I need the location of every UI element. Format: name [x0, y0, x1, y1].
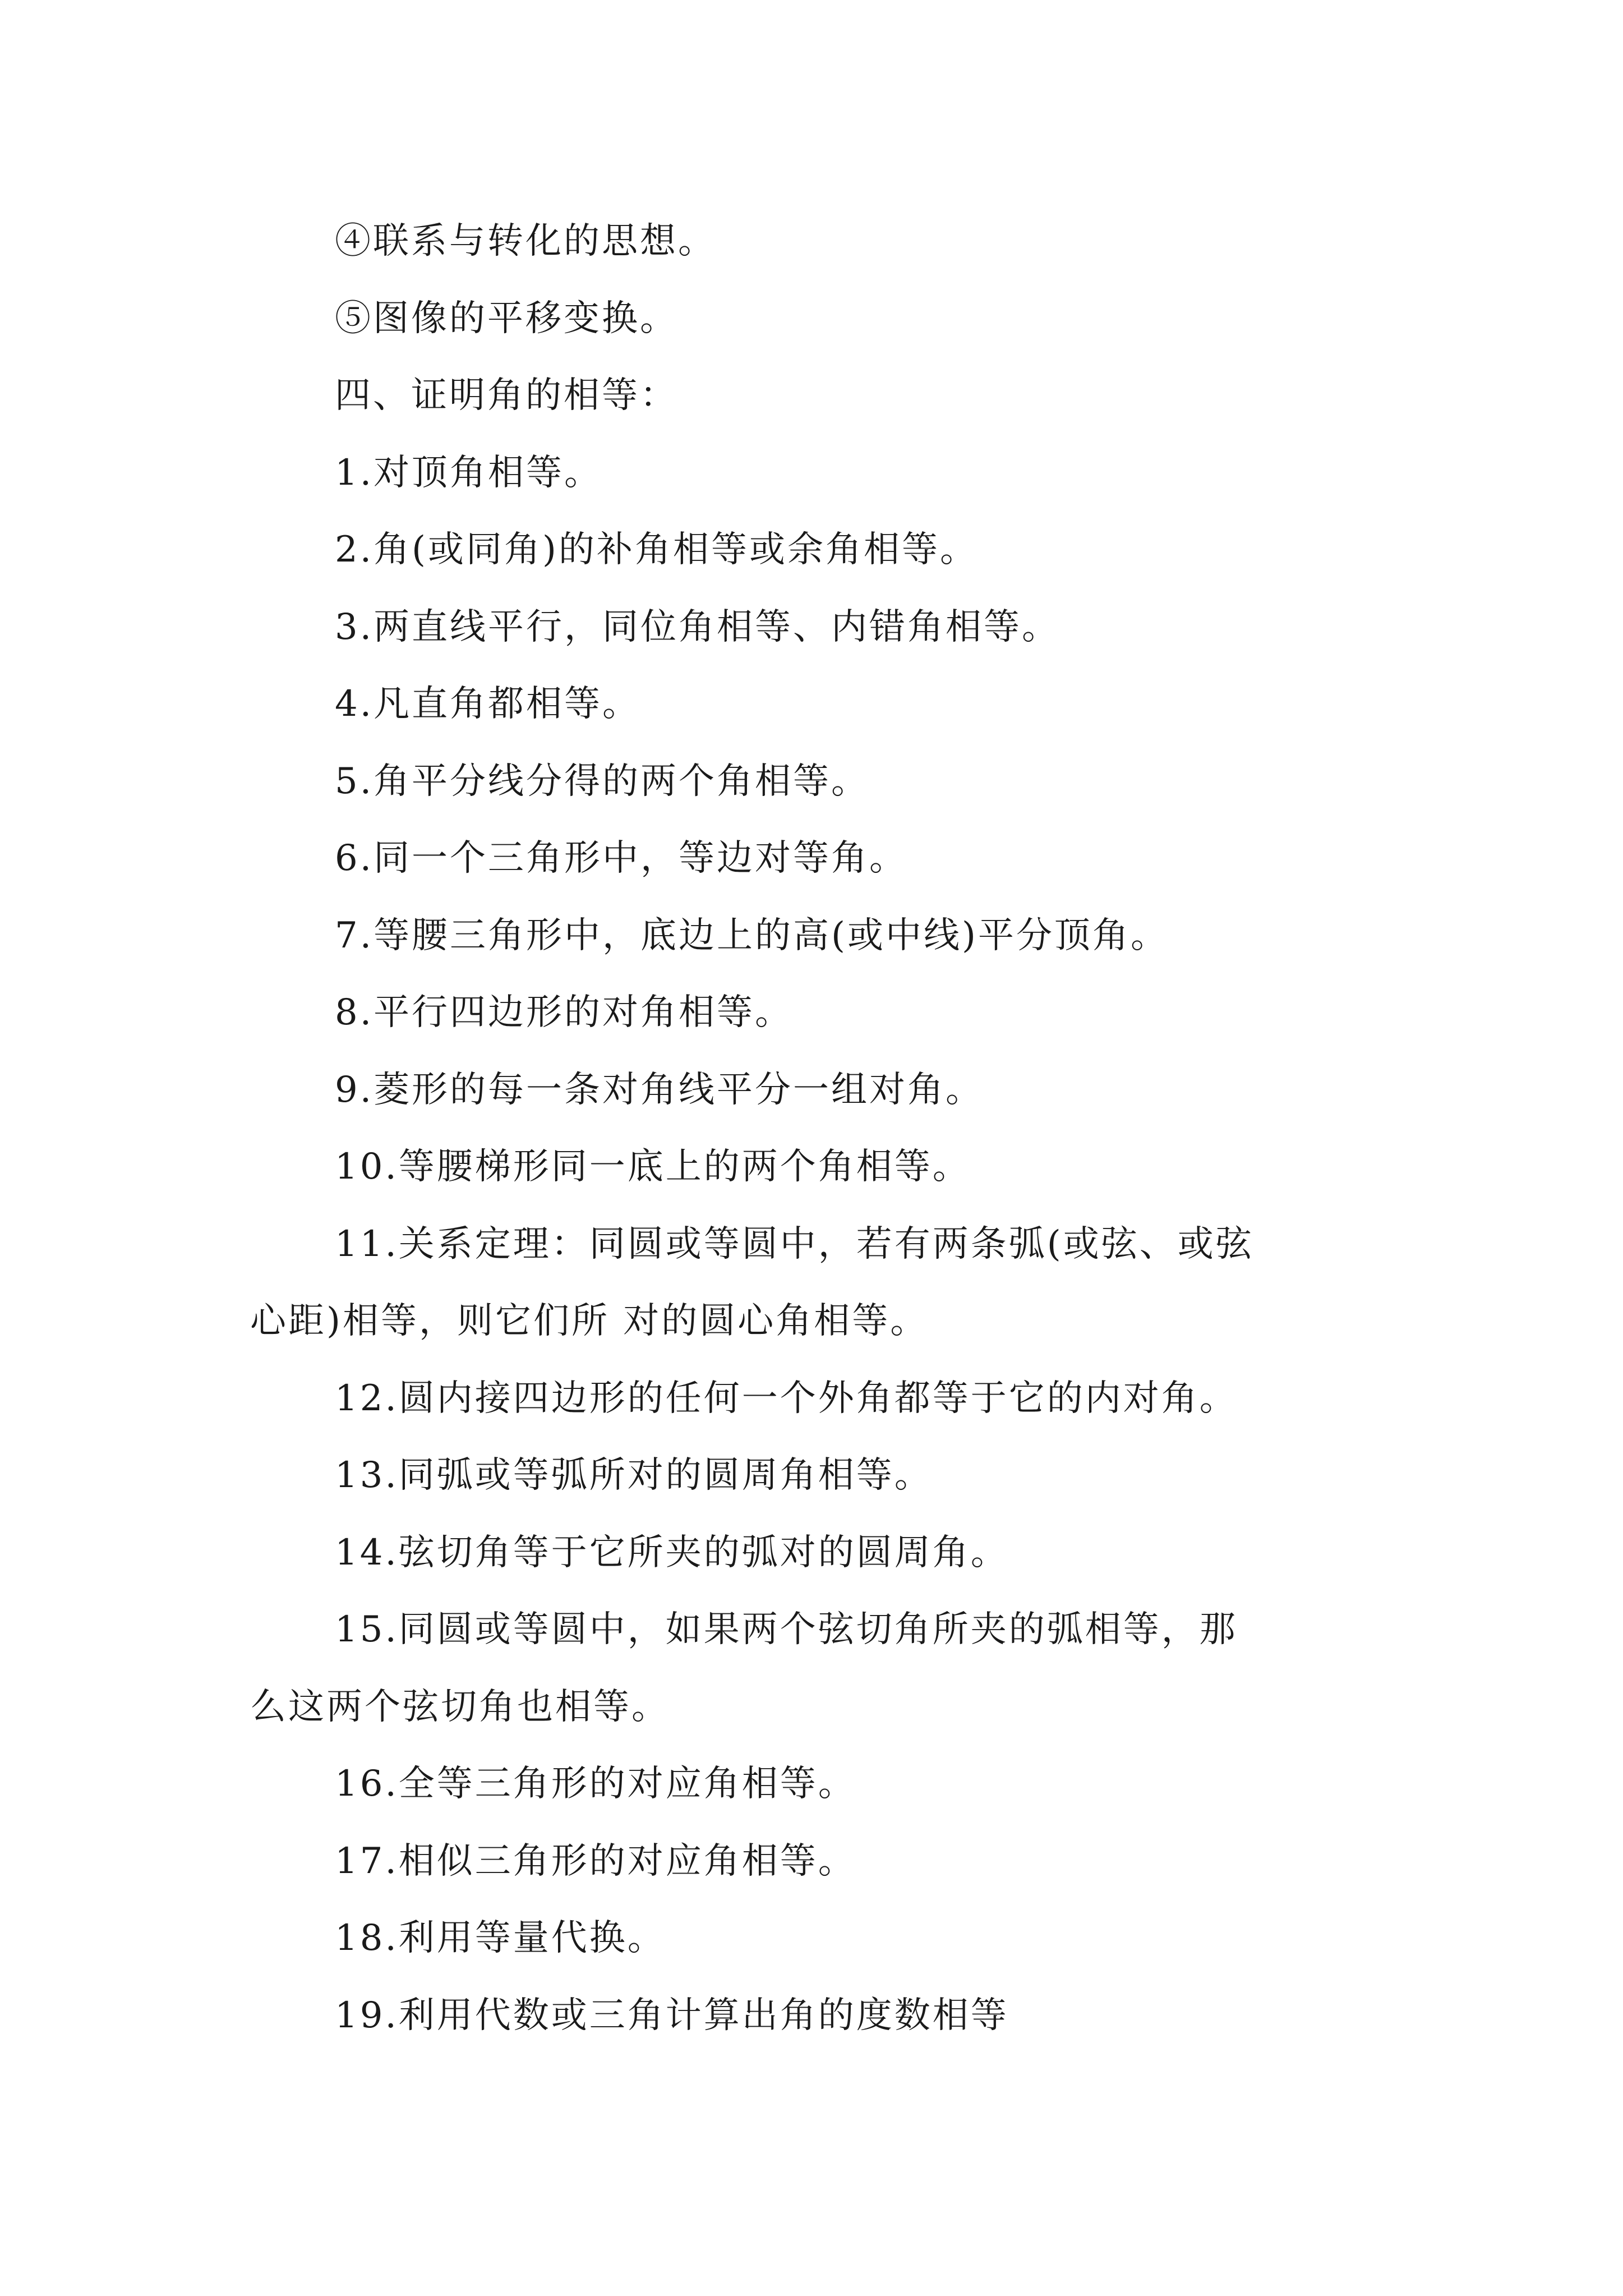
list-item: 5.角平分线分得的两个角相等。: [335, 760, 870, 802]
list-item: 9.菱形的每一条对角线平分一组对角。: [335, 1069, 984, 1111]
section-heading: 四、证明角的相等：: [335, 375, 678, 416]
list-item: 19.利用代数或三角计算出角的度数相等: [335, 1994, 1009, 2036]
list-item: 4.凡直角都相等。: [335, 683, 641, 725]
list-item-continuation: 么这两个弦切角也相等。: [250, 1686, 670, 1728]
list-item: 8.平行四边形的对角相等。: [335, 992, 794, 1033]
list-item: 16.全等三角形的对应角相等。: [335, 1763, 856, 1805]
list-item: 10.等腰梯形同一底上的两个角相等。: [335, 1146, 971, 1188]
list-item: 7.等腰三角形中，底边上的高(或中线)平分顶角。: [335, 914, 1169, 956]
list-item: 1.对顶角相等。: [335, 452, 603, 494]
list-item: 13.同弧或等弧所对的圆周角相等。: [335, 1455, 933, 1496]
list-item: 2.角(或同角)的补角相等或余角相等。: [335, 529, 978, 570]
list-item: 18.利用等量代换。: [335, 1917, 666, 1959]
list-item: 12.圆内接四边形的任何一个外角都等于它的内对角。: [335, 1377, 1238, 1419]
text-line: ④联系与转化的思想。: [335, 220, 716, 262]
list-item: 15.同圆或等圆中，如果两个弦切角所夹的弧相等，那: [335, 1609, 1238, 1650]
text-line: ⑤图像的平移变换。: [335, 297, 678, 339]
list-item-continuation: 心距)相等，则它们所 对的圆心角相等。: [250, 1300, 929, 1342]
document-body: [250, 203, 1383, 2054]
list-item: 14.弦切角等于它所夹的弧对的圆周角。: [335, 1531, 1009, 1573]
list-item: 3.两直线平行，同位角相等、内错角相等。: [335, 606, 1061, 648]
list-item: 6.同一个三角形中，等边对等角。: [335, 838, 908, 879]
list-item: 17.相似三角形的对应角相等。: [335, 1840, 856, 1882]
list-item: 11.关系定理：同圆或等圆中，若有两条弧(或弦、或弦: [335, 1223, 1254, 1265]
